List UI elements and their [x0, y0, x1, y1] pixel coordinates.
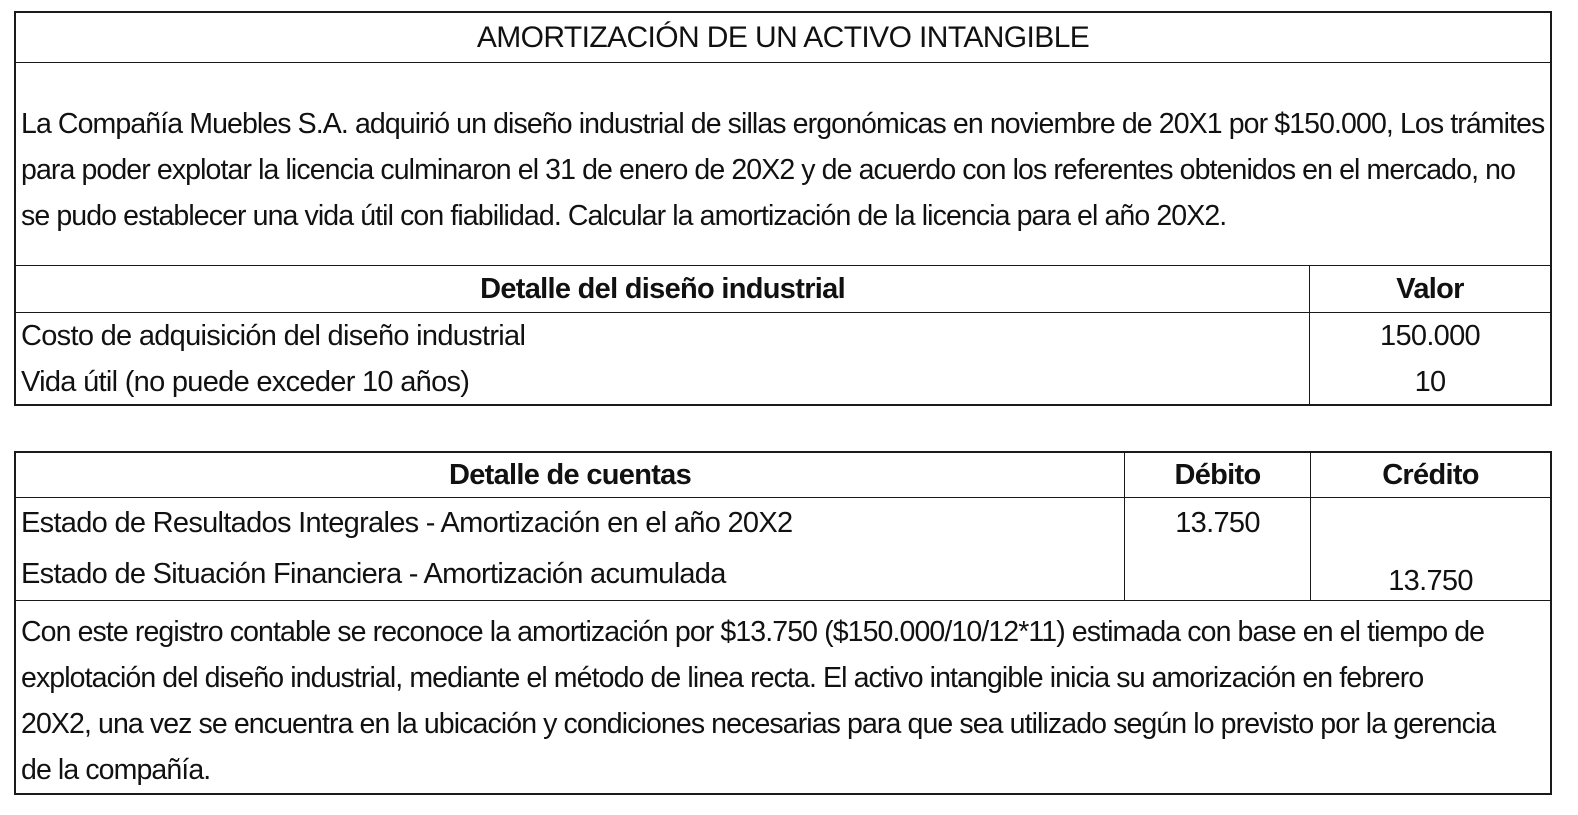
table-row — [16, 548, 1550, 600]
accounts-table — [16, 453, 1550, 600]
accounts-box — [14, 451, 1552, 795]
row-label: Costo de adquisición del diseño industrial — [21, 319, 526, 352]
exercise-statement — [16, 63, 1550, 266]
debit-value: 13.750 — [1125, 498, 1311, 549]
note-line: de la compañía. — [21, 754, 211, 786]
debit-value — [1125, 548, 1311, 600]
note-line: Con este registro contable se reconoce la amortización por $13.750 ($150.000/10/12*11) estimada con base en el tiempo de — [21, 616, 1485, 648]
column-header-value: Valor — [1310, 266, 1551, 313]
row-value: 150.000 — [1310, 313, 1551, 360]
table-row — [16, 313, 1550, 360]
note-line: 20X2, una vez se encuentra en la ubicación y condiciones necesarias para que sea utilizado según lo previsto por la gerencia — [21, 708, 1496, 740]
table-row — [16, 498, 1550, 549]
row-value: 10 — [1310, 359, 1551, 405]
credit-value: 13.750 — [1311, 548, 1551, 600]
note-line: explotación del diseño industrial, mediante el método de linea recta. El activo intangible inicia su amorización en febrero — [21, 662, 1424, 694]
explanation-note — [16, 600, 1550, 793]
statement-line: para poder explotar la licencia culminaron el 31 de enero de 20X2 y de acuerdo con los referentes obtenidos en el mercado, no — [21, 154, 1516, 186]
column-header-debit: Débito — [1125, 453, 1311, 498]
account-name: Estado de Situación Financiera - Amortización acumulada — [21, 557, 726, 590]
table-header-row — [16, 266, 1550, 313]
row-label: Vida útil (no puede exceder 10 años) — [21, 365, 470, 398]
column-header-accounts: Detalle de cuentas — [16, 453, 1125, 498]
credit-value — [1311, 498, 1551, 549]
table-row — [16, 359, 1550, 405]
statement-line: La Compañía Muebles S.A. adquirió un diseño industrial de sillas ergonómicas en noviembre de 20X1 por $150.000, Los trámites — [21, 108, 1545, 140]
statement-line: se pudo establecer una vida útil con fiabilidad. Calcular la amortización de la licencia para el año 20X2. — [21, 200, 1227, 232]
column-header-credit: Crédito — [1311, 453, 1551, 498]
table-header-row — [16, 453, 1550, 498]
column-header-detail: Detalle del diseño industrial — [16, 266, 1310, 313]
account-name: Estado de Resultados Integrales - Amortización en el año 20X2 — [21, 506, 793, 539]
exercise-title: AMORTIZACIÓN DE UN ACTIVO INTANGIBLE — [16, 13, 1550, 63]
design-detail-table — [16, 266, 1550, 405]
exercise-box — [14, 11, 1552, 406]
